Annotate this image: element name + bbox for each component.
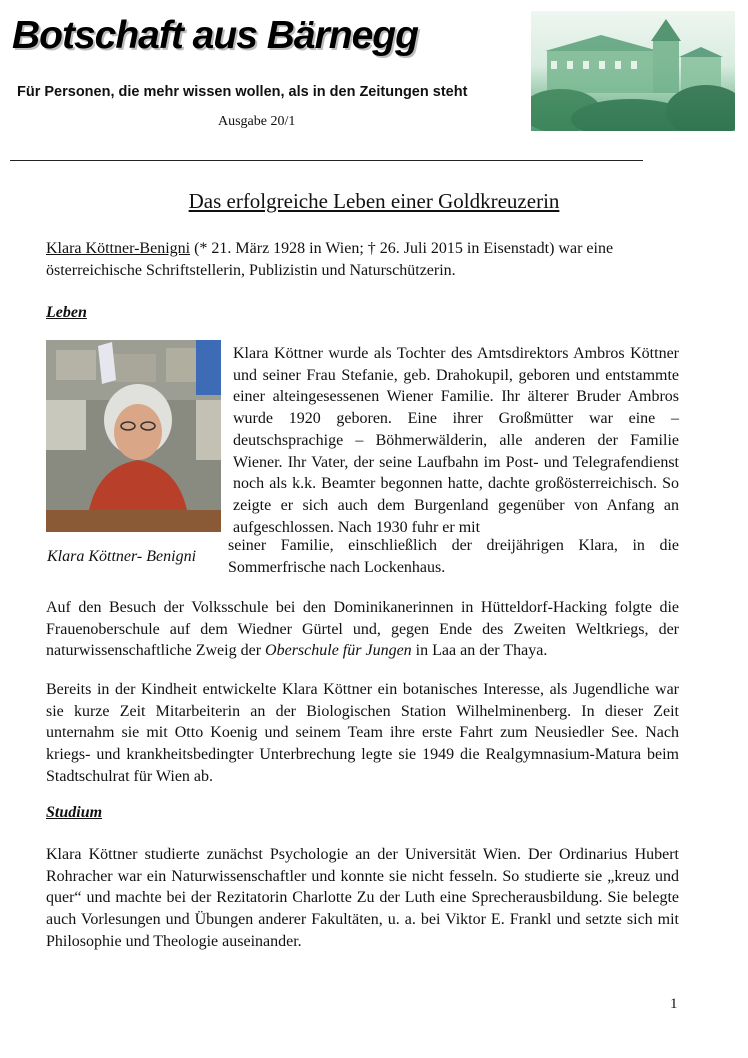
page-number: 1 (670, 996, 678, 1012)
portrait-photo (46, 340, 221, 532)
photo-caption: Klara Köttner- Benigni (47, 548, 197, 565)
intro-text: (* 21. März 1928 in Wien; † 26. Juli 2015 in Eisenstadt) war eine österreichische Schriftstellerin, Publizistin und Naturschützerin. (46, 240, 614, 279)
intro-name: Klara Köttner-Benigni (46, 240, 191, 257)
article-headline: Das erfolgreiche Leben einer Goldkreuzerin (188, 189, 560, 213)
issue-label: Ausgabe 20/1 (218, 114, 296, 129)
leben-paragraph-wrapped: Klara Köttner wurde als Tochter des Amtsdirektors Ambros Köttner und seiner Frau Stefanie, geb. Drahokupil, geboren und entstammte einer alteingesessenen Wiener Familie. Ihr älterer Bruder Ambros wurde 1920 geboren. Eine ihrer Großmütter war eine – deutschsprachige – Böhmerwälderin, alle anderen der Familie Wiener. Ihr Vater, der seine Laufbahn im Post- und Telegrafendienst noch als k.k. Beamter begonnen hatte, dachte großösterreichisch. So zeigte er sich auch dem Burgenland gegenüber von Anfang an aufgeschlossen. Nach 1930 fuhr er mit (233, 345, 679, 536)
paragraph-studium: Klara Köttner studierte zunächst Psychologie an der Universität Wien. Der Ordinarius Hubert Rohracher war ein Naturwissenschaftler und konnte sie nicht fesseln. So studierte sie „kreuz und quer“ und machte bei der Rezitatorin Charlotte Zu der Luth eine Sprecherausbildung. Sie belegte auch Vorlesungen und Übungen anderer Fakultäten, u. a. bei Viktor E. Frankl und setzte sich mit Philosophie und Theologie auseinander. (46, 846, 679, 950)
para2-italic: Oberschule für Jungen (265, 642, 412, 660)
header-rule (10, 160, 643, 161)
castle-illustration (531, 11, 735, 131)
para2-text-b: in Laa an der Thaya. (411, 642, 548, 660)
masthead-title: Botschaft aus Bärnegg (12, 14, 418, 57)
section-heading-studium: Studium (46, 804, 103, 821)
section-heading-leben: Leben (46, 304, 87, 321)
para2-text-a: Auf den Besuch der Volksschule bei den Dominikanerinnen in Hütteldorf-Hacking folgte die Frauenoberschule auf dem Wiedner Gürtel und, gegen Ende des Zweiten Weltkriegs, der naturwissenschaftliche Zweig der (46, 599, 679, 660)
masthead-subtitle: Für Personen, die mehr wissen wollen, als in den Zeitungen steht (17, 84, 468, 100)
paragraph-schooling (46, 597, 679, 662)
intro-paragraph (46, 238, 691, 282)
paragraph-childhood: Bereits in der Kindheit entwickelte Klara Köttner ein botanisches Interesse, als Jugendliche war sie kurze Zeit Mitarbeiterin an der Biologischen Station Wilhelminenberg. In dieser Zeit unternahm sie mit Otto Koenig und seinem Team ihre erste Fahrt zum Neusiedler See. Nach kriegs- und krankheitsbedingter Unterbrechung legte sie 1949 die Realgymnasium-Matura beim Stadtschulrat für Wien ab. (46, 681, 679, 785)
leben-paragraph-tail: seiner Familie, einschließlich der dreijährigen Klara, in die Sommerfrische nach Lockenhaus. (228, 537, 679, 576)
